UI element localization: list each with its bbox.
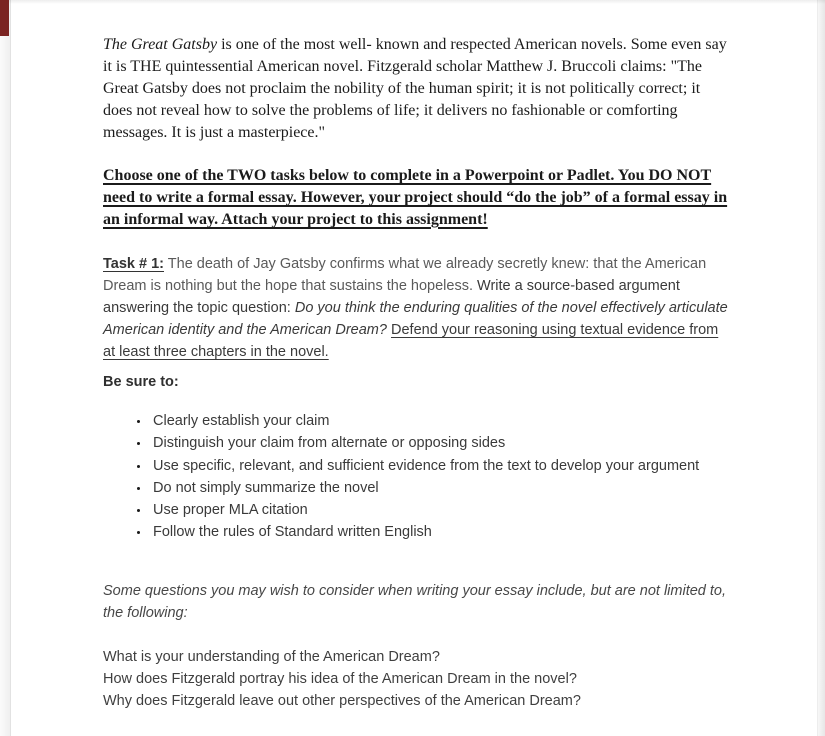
task1-requirement: Defend your reasoning using textual evidence from at least three chapters in the novel. bbox=[103, 322, 719, 360]
requirements-list bbox=[103, 410, 770, 544]
intro-paragraph bbox=[103, 34, 731, 144]
task1-prompt: The death of Jay Gatsby confirms what we already secretly knew: that the American Dream is nothing but the hope that sustains the hopeless. bbox=[103, 256, 707, 294]
considerations-paragraph: Some questions you may wish to consider when writing your essay include, but are not limited to, the following: bbox=[103, 583, 727, 621]
left-gutter bbox=[0, 0, 11, 736]
instructions-paragraph bbox=[103, 165, 731, 231]
question-line: How does Fitzgerald portray his idea of the American Dream in the novel? bbox=[103, 671, 577, 687]
list-item: • Use proper MLA citation bbox=[150, 499, 770, 521]
task1-topic-question: Do you think the enduring qualities of the novel effectively articulate American identity and the American Dream? bbox=[103, 300, 728, 338]
task1-directive: Write a source-based argument answering the topic question: bbox=[103, 278, 680, 316]
list-item: • Clearly establish your claim bbox=[150, 410, 770, 432]
list-item: • Distinguish your claim from alternate or opposing sides bbox=[150, 432, 770, 454]
questions-block bbox=[103, 646, 728, 712]
task1-label: Task # 1: bbox=[103, 256, 164, 272]
question-line: What is your understanding of the American Dream? bbox=[103, 649, 440, 665]
task1-paragraph bbox=[103, 253, 728, 363]
intro-text: is one of the most well- known and respected American novels. Some even say it is THE quintessential American novel. Fitzgerald scholar Matthew J. Bruccoli claims: "The Great Gatsby does not proclaim the nobility of the human spirit; it is not politically correct; it does not reveal how to solve the problems of life; it delivers no fashionable or comforting messages. It is just a masterpiece." bbox=[103, 36, 727, 141]
be-sure-heading: Be sure to: bbox=[103, 374, 179, 390]
list-item: • Do not simply summarize the novel bbox=[150, 477, 770, 499]
book-title: The Great Gatsby bbox=[103, 36, 218, 53]
question-line: Why does Fitzgerald leave out other perspectives of the American Dream? bbox=[103, 693, 581, 709]
assignment-document bbox=[103, 0, 731, 736]
instructions-text: Choose one of the TWO tasks below to complete in a Powerpoint or Padlet. You DO NOT need to write a formal essay. However, your project should “do the job” of a formal essay in an informal way. Attach your project to this assignment! bbox=[103, 167, 728, 228]
list-item: • Use specific, relevant, and sufficient evidence from the text to develop your argument bbox=[150, 455, 770, 477]
corner-accent bbox=[0, 0, 9, 36]
scrollbar-track[interactable] bbox=[817, 0, 825, 736]
list-item: • Follow the rules of Standard written English bbox=[150, 521, 770, 543]
